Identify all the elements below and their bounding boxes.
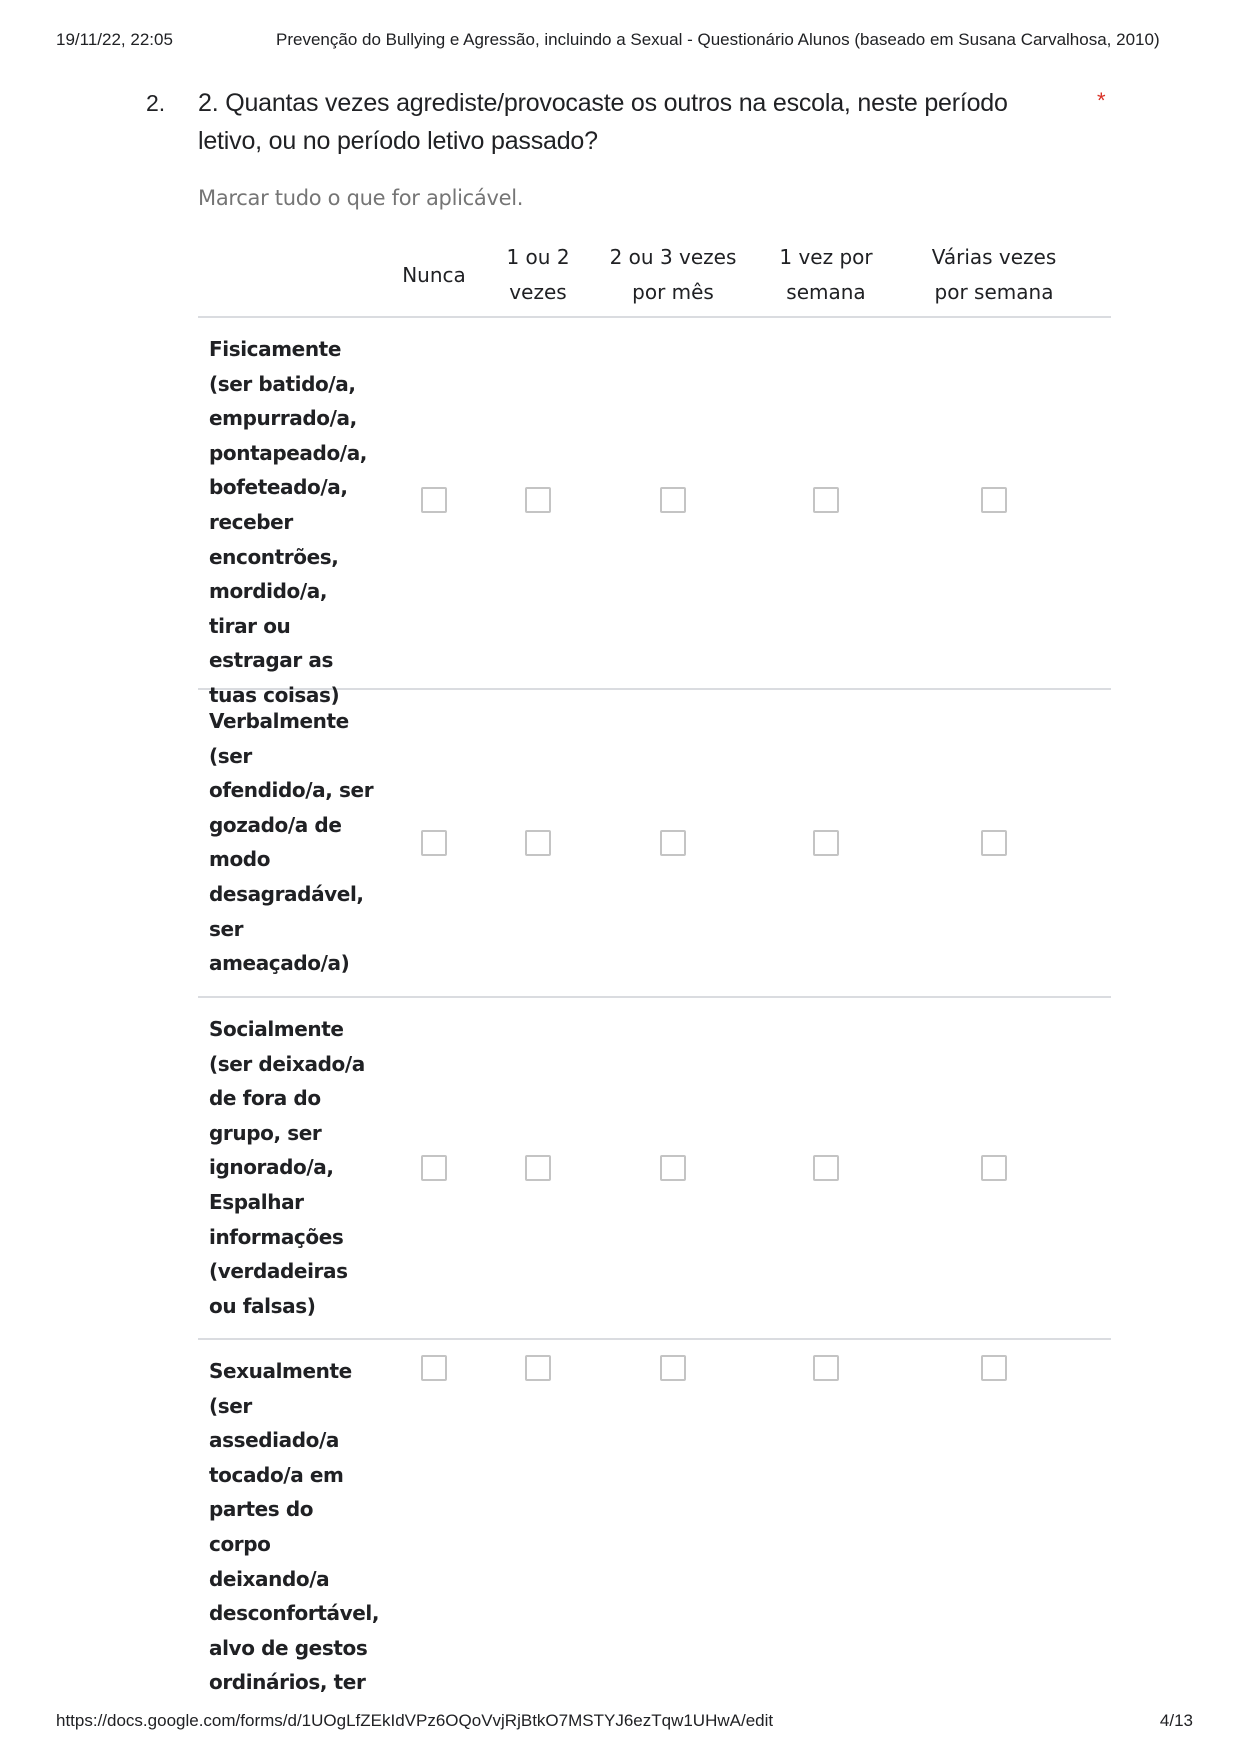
checkbox-fisicamente-1-vez-por-semana[interactable] <box>813 487 839 513</box>
row-label: Fisicamente (ser batido/a, empurrado/a, pontapeado/a, bofeteado/a, receber encontrões, mordido/a, tirar ou estragar as tuas coisas) <box>209 337 367 707</box>
column-header-line: semana <box>786 280 866 304</box>
checkbox-sexualmente-varias-vezes-por-semana[interactable] <box>981 1355 1007 1381</box>
grid-row-socialmente <box>198 998 1111 1340</box>
checkbox-fisicamente-nunca[interactable] <box>421 487 447 513</box>
page-url: https://docs.google.com/forms/d/1UOgLfZEkIdVPz6OQoVvjRjBtkO7MSTYJ6ezTqw1UHwA/edit <box>56 1711 774 1730</box>
column-header-line: Várias vezes <box>931 245 1057 269</box>
checkbox-verbalmente-1-ou-2-vezes[interactable] <box>525 830 551 856</box>
column-header-1-ou-2-vezes <box>506 240 569 310</box>
checkbox-sexualmente-1-ou-2-vezes[interactable] <box>525 1355 551 1381</box>
column-header-line: 1 ou 2 <box>506 245 570 269</box>
checkbox-fisicamente-2-ou-3-vezes-por-mes[interactable] <box>660 487 686 513</box>
checkbox-sexualmente-nunca[interactable] <box>421 1355 447 1381</box>
column-header-line: vezes <box>509 280 567 304</box>
checkbox-socialmente-varias-vezes-por-semana[interactable] <box>981 1155 1007 1181</box>
row-label: Socialmente (ser deixado/a de fora do grupo, ser ignorado/a, Espalhar informações (verdadeiras ou falsas) <box>209 1017 365 1318</box>
checkbox-fisicamente-1-ou-2-vezes[interactable] <box>525 487 551 513</box>
row-label: Verbalmente (ser ofendido/a, ser gozado/a de modo desagradável, ser ameaçado/a) <box>209 709 374 976</box>
checkbox-verbalmente-2-ou-3-vezes-por-mes[interactable] <box>660 830 686 856</box>
checkbox-socialmente-1-vez-por-semana[interactable] <box>813 1155 839 1181</box>
checkbox-verbalmente-nunca[interactable] <box>421 830 447 856</box>
column-header-2-ou-3-vezes-por-mes <box>610 240 737 310</box>
document-title: Prevenção do Bullying e Agressão, incluindo a Sexual - Questionário Alunos (baseado em Susana Carvalhosa, 2010) <box>276 30 1160 49</box>
checkbox-verbalmente-1-vez-por-semana[interactable] <box>813 830 839 856</box>
column-header-line: 2 ou 3 vezes <box>609 245 737 269</box>
checkbox-socialmente-nunca[interactable] <box>421 1155 447 1181</box>
column-header-nunca <box>402 258 466 293</box>
checkbox-grid <box>198 234 1111 1710</box>
column-header-varias-vezes-por-semana <box>932 240 1057 310</box>
column-header-line: por mês <box>632 280 714 304</box>
column-header-1-vez-por-semana <box>779 240 872 310</box>
question-title: 2. Quantas vezes agrediste/provocaste os outros na escola, neste período letivo, ou no período letivo passado? <box>198 89 1008 155</box>
print-footer <box>0 1711 1239 1733</box>
row-label: Sexualmente (ser assediado/a tocado/a em partes do corpo deixando/a desconfortável, alvo de gestos ordinários, ter <box>209 1359 380 1695</box>
required-asterisk: * <box>1097 88 1106 113</box>
column-header-line: Nunca <box>402 263 466 287</box>
checkbox-socialmente-1-ou-2-vezes[interactable] <box>525 1155 551 1181</box>
print-header <box>0 30 1239 52</box>
question-helper-text: Marcar tudo o que for aplicável. <box>198 186 524 210</box>
checkbox-sexualmente-1-vez-por-semana[interactable] <box>813 1355 839 1381</box>
question-number: 2. <box>146 90 166 116</box>
checkbox-verbalmente-varias-vezes-por-semana[interactable] <box>981 830 1007 856</box>
checkbox-sexualmente-2-ou-3-vezes-por-mes[interactable] <box>660 1355 686 1381</box>
page-number: 4/13 <box>1159 1711 1193 1730</box>
column-header-line: por semana <box>934 280 1054 304</box>
checkbox-socialmente-2-ou-3-vezes-por-mes[interactable] <box>660 1155 686 1181</box>
checkbox-fisicamente-varias-vezes-por-semana[interactable] <box>981 487 1007 513</box>
grid-row-sexualmente <box>198 1340 1111 1710</box>
column-header-line: 1 vez por <box>779 245 873 269</box>
grid-row-fisicamente <box>198 318 1111 707</box>
grid-row-verbalmente <box>198 690 1111 998</box>
print-date: 19/11/22, 22:05 <box>56 30 173 49</box>
grid-header <box>198 234 1111 318</box>
